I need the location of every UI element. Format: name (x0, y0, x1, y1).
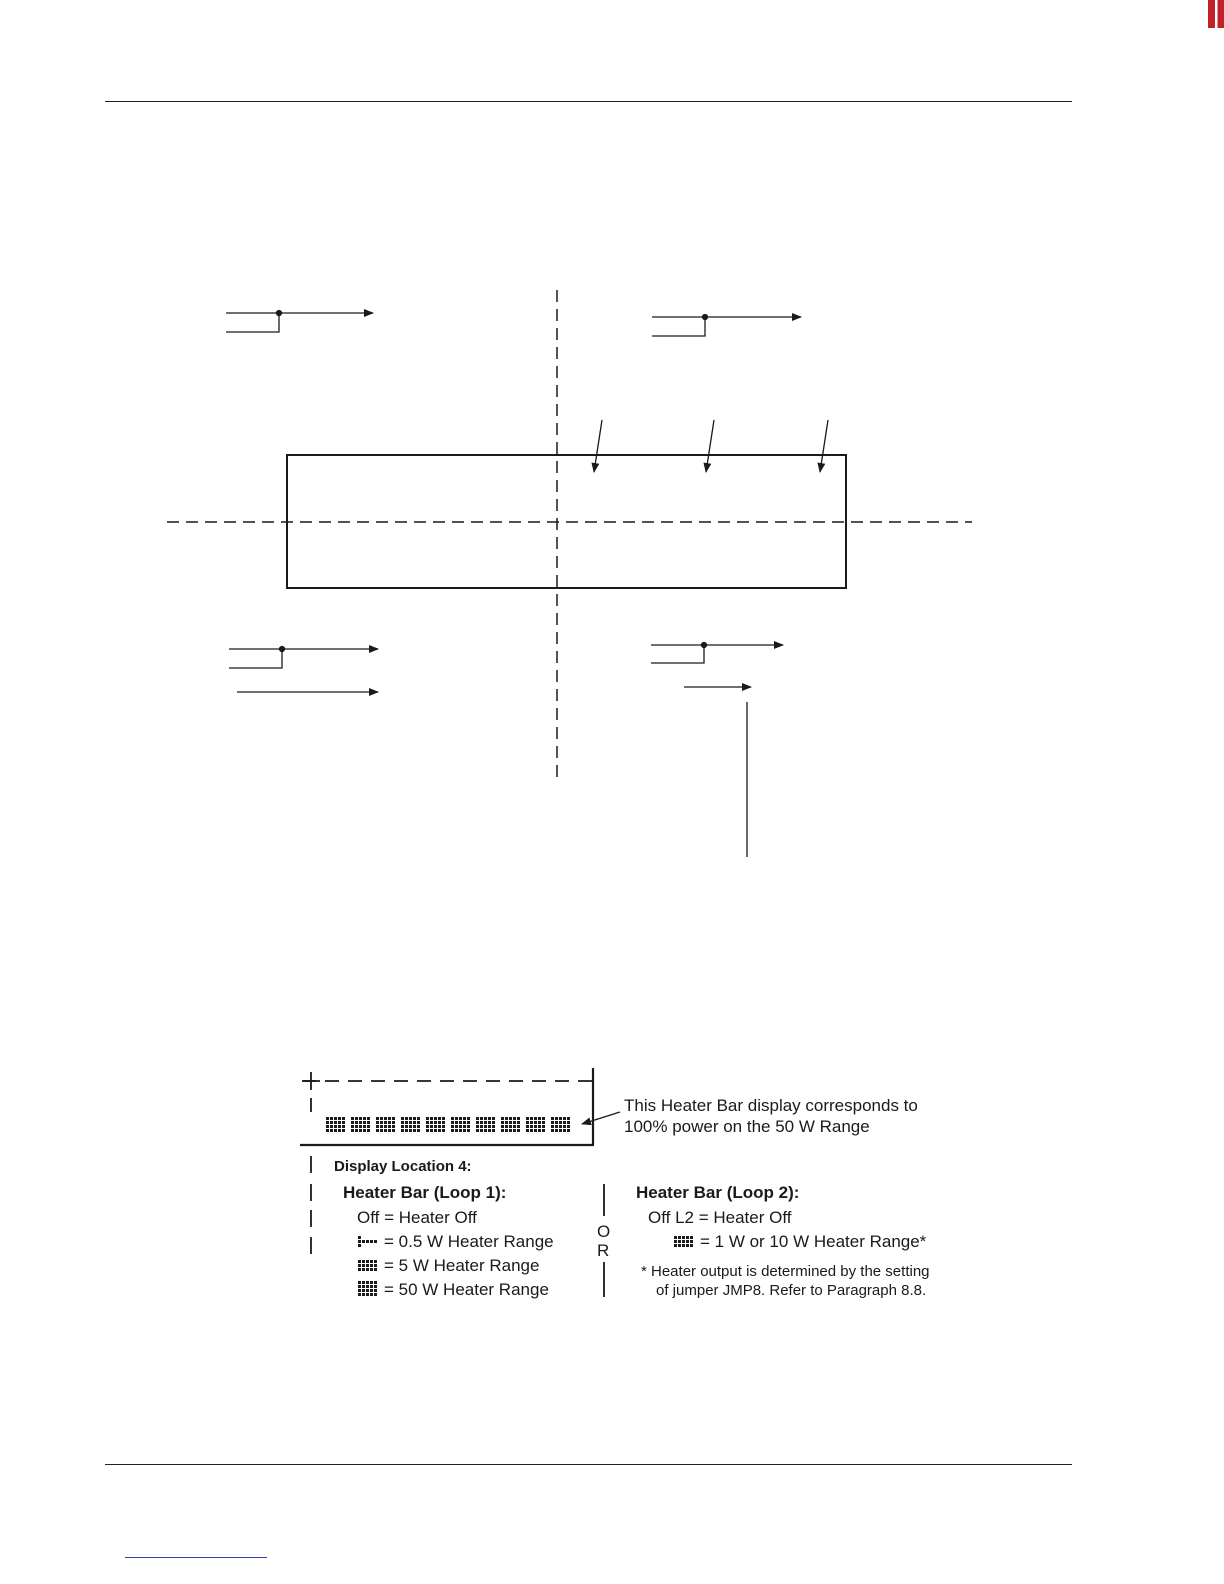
heater-bar-segment (476, 1117, 495, 1132)
loop2-item-0 (674, 1232, 926, 1254)
heater-bar-5w-icon (358, 1258, 378, 1278)
display-pointers (594, 420, 828, 472)
loop1-item-0-label: = 0.5 W Heater Range (384, 1232, 554, 1251)
heater-bar-50w-icon (358, 1281, 378, 1302)
loop2-footnote-line2: of jumper JMP8. Refer to Paragraph 8.8. (656, 1282, 927, 1299)
heater-bar-segment (376, 1117, 395, 1132)
heater-bar-segment (351, 1117, 370, 1132)
loop1-off: Off = Heater Off (357, 1208, 477, 1227)
or-letter-r: R (597, 1241, 610, 1260)
display-location-label: Display Location 4: (334, 1158, 472, 1175)
callout-location-3 (229, 647, 378, 693)
callout-location-2 (652, 315, 801, 337)
or-letter-o: O (597, 1222, 611, 1241)
heater-bar-segment (401, 1117, 420, 1132)
callout-location-4 (651, 643, 783, 858)
loop1-heading: Heater Bar (Loop 1): (343, 1183, 507, 1202)
loop1-item-2 (358, 1280, 549, 1302)
heater-bar-segment (426, 1117, 445, 1132)
callout-location-1 (226, 311, 373, 333)
loop2-footnote-line1: * Heater output is determined by the setting (641, 1263, 930, 1280)
heater-bar-segment (551, 1117, 570, 1132)
loop2-off: Off L2 = Heater Off (648, 1208, 792, 1227)
heater-bar-0.5w-icon (358, 1234, 378, 1254)
loop1-item-0 (358, 1232, 554, 1254)
heater-bar-segment (326, 1117, 345, 1132)
loop1-item-1-label: = 5 W Heater Range (384, 1256, 540, 1275)
heater-bar-segment (526, 1117, 545, 1132)
loop2-heading: Heater Bar (Loop 2): (636, 1183, 800, 1202)
heater-bar-segment (451, 1117, 470, 1132)
loop2-item-0-label: = 1 W or 10 W Heater Range* (700, 1232, 927, 1251)
heater-bar-loop2-icon (674, 1234, 694, 1254)
heater-bar-callout-line2: 100% power on the 50 W Range (624, 1117, 870, 1136)
heater-bar-segments (326, 1117, 570, 1132)
loop1-item-2-label: = 50 W Heater Range (384, 1280, 549, 1299)
heater-bar-segment (501, 1117, 520, 1132)
loop1-item-1 (358, 1256, 539, 1278)
heater-bar-callout-line1: This Heater Bar display corresponds to (624, 1096, 918, 1115)
